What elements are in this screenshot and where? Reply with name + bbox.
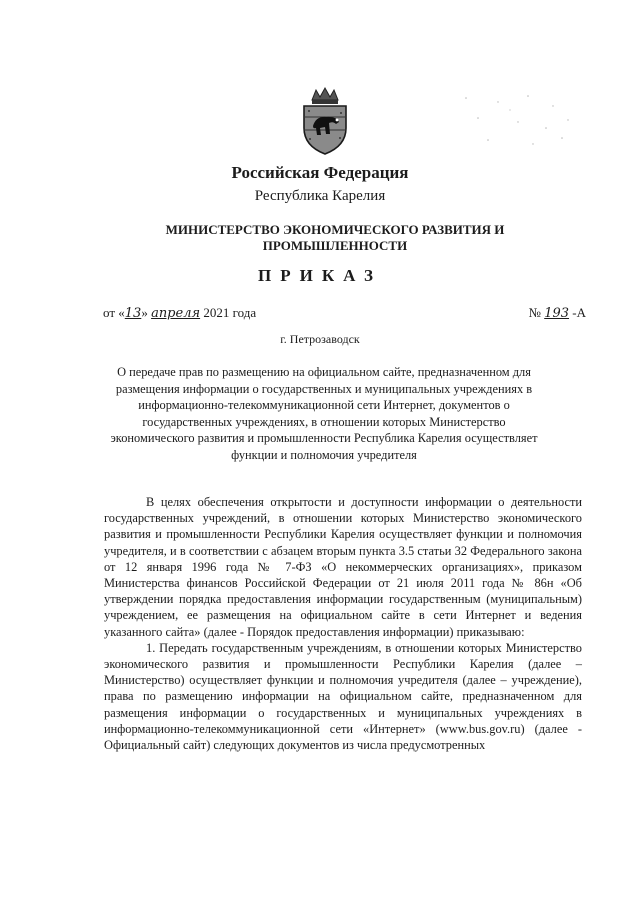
- number-prefix: №: [528, 305, 545, 320]
- number-suffix: -А: [569, 305, 586, 320]
- date-year: 2021 года: [200, 305, 257, 320]
- city-name: г. Петрозаводск: [280, 332, 360, 346]
- order-date: [103, 305, 256, 321]
- order-subject: О передаче прав по размещению на официальном сайте, предназначенном для размещения информации о государственных и муниципальных учреждениях в информационно-телекоммуникационной сети Интернет, документов о государственных учреждениях, в отношении которых Министерство экономического развития и промышленности Республика Карелия осуществляет функции и полномочия учредителя: [110, 365, 538, 462]
- ministry-name: МИНИСТЕРСТВО ЭКОНОМИЧЕСКОГО РАЗВИТИЯ И ПРОМЫШЛЕННОСТИ: [165, 222, 505, 253]
- country-name: Российская Федерация: [231, 163, 409, 182]
- republic-name: Республика Карелия: [254, 188, 386, 204]
- coat-of-arms-emblem: [296, 86, 354, 156]
- date-day-close: »: [141, 305, 152, 320]
- body-paragraph-item-1: 1. Передать государственным учреждениям, в отношении которых Министерство экономического развития и промышленности Республики Карелия (далее – Министерство) осуществляет функции и полномочия учредителя (далее – учреждение), права по размещению информации на официальном сайте, предназначенном для размещения информации о государственных и муниципальных учреждениях в информационно-телекоммуникационной сети «Интернет» (www.bus.gov.ru) (далее - Официальный сайт) следующих документов из числа предусмотренных: [104, 640, 582, 753]
- body-paragraph-preamble: В целях обеспечения открытости и доступности информации о деятельности государственных учреждений, в отношении которых Министерство экономического развития и промышленности Республики Карелия осуществляет функции и полномочия учредителя, и в соответствии с абзацем вторым пункта 3.5 статьи 32 Федерального закона от 12 января 1996 года № 7-ФЗ «О некоммерческих организациях», приказом Министерства финансов Российской Федерации от 21 июля 2011 года № 86н «Об утверждении порядка предоставления информации государственным (муниципальным) учреждением, ее размещения на официальном сайте в сети Интернет и ведения указанного сайта» (далее - Порядок предоставления информации) приказываю:: [104, 495, 582, 639]
- order-body: [104, 494, 582, 753]
- order-number: [529, 305, 586, 321]
- number-value: 193: [544, 306, 570, 321]
- date-month: апреля: [151, 306, 201, 321]
- date-day: 13: [124, 306, 142, 321]
- scan-noise: [458, 92, 578, 152]
- date-prefix: от «: [103, 305, 125, 320]
- document-type-title: ПРИКАЗ: [258, 266, 382, 285]
